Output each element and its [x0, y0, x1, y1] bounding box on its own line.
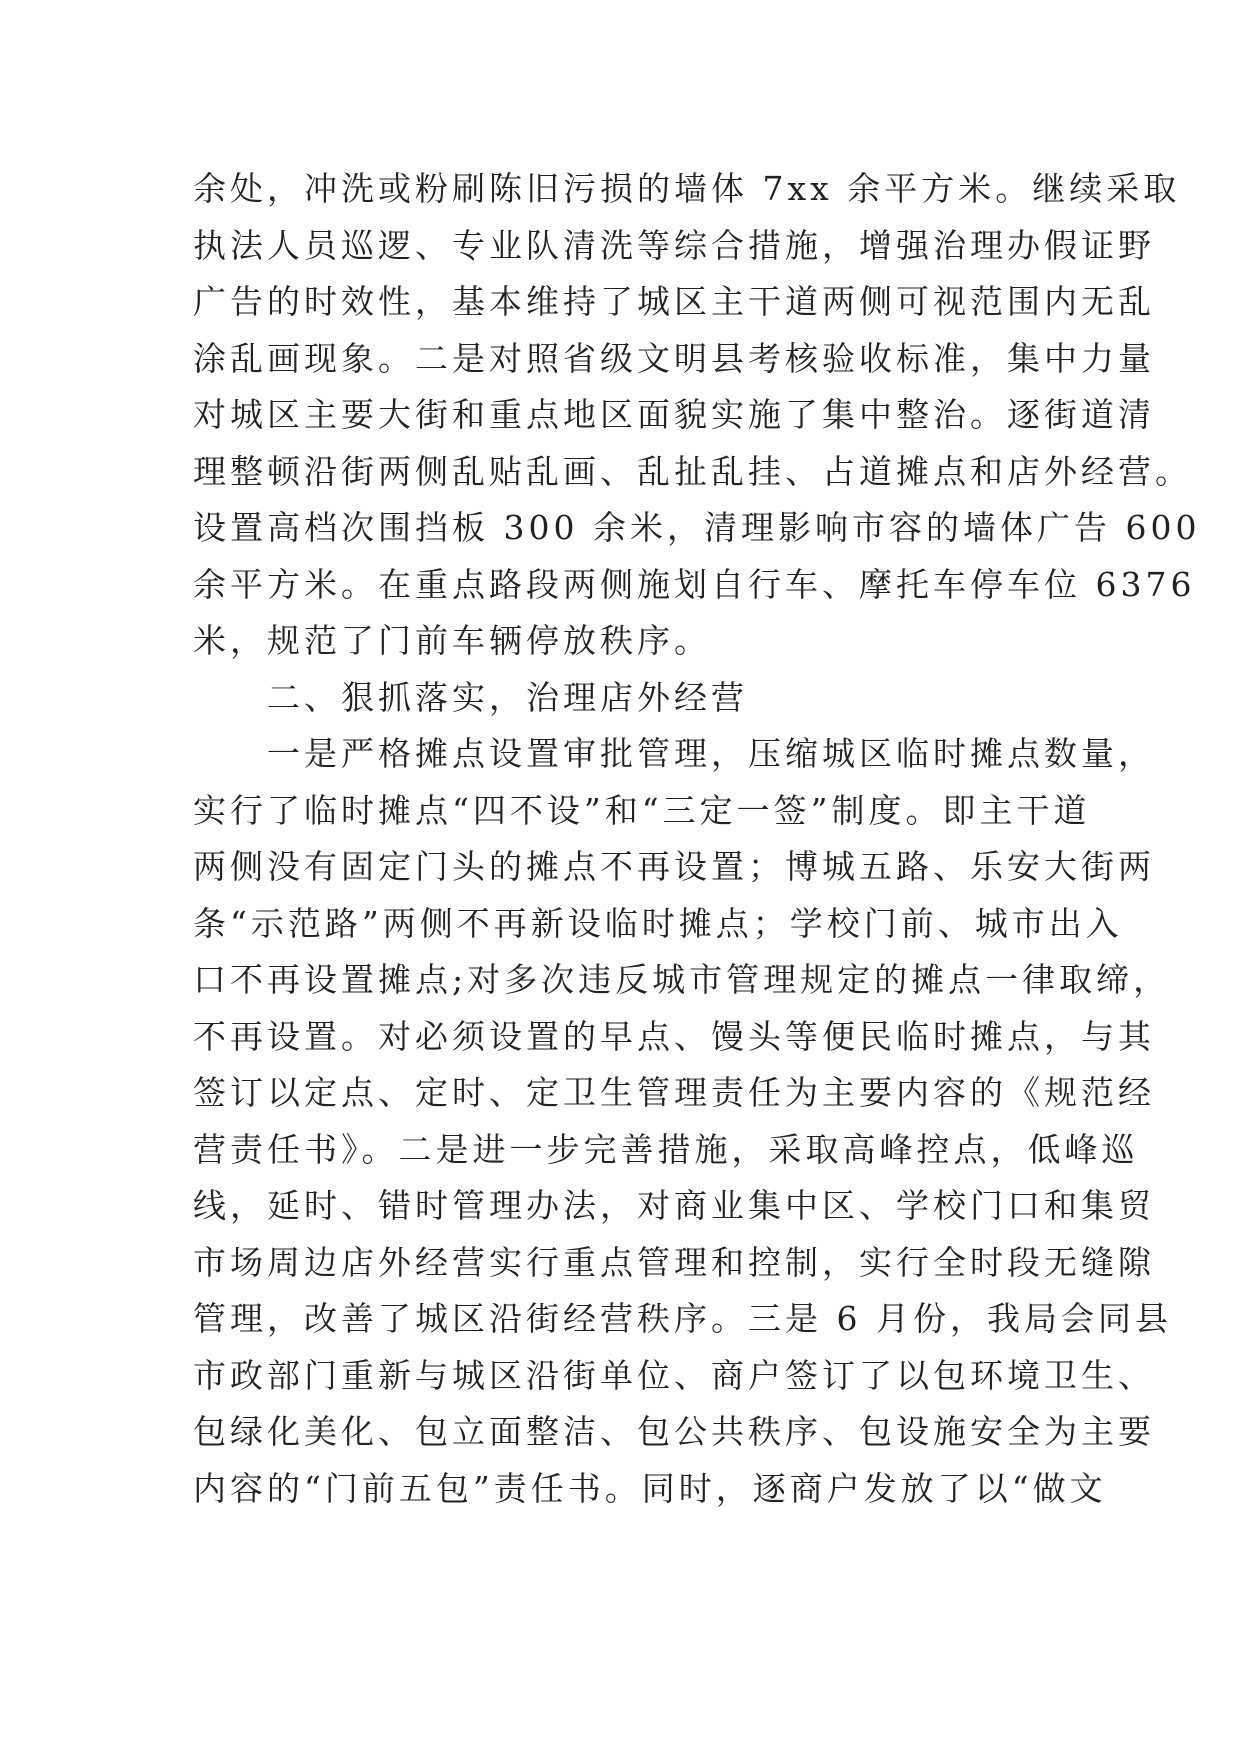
paragraph-line: 内容的“门前五包”责任书。同时，逐商户发放了以“做文 [193, 1468, 1107, 1508]
paragraph-line: 管理，改善了城区沿街经营秩序。三是 6 月份，我局会同县 [193, 1299, 1172, 1338]
paragraph-line: 口不再设置摊点;对多次违反城市管理规定的摊点一律取缔， [193, 960, 1171, 999]
paragraph-line: 执法人员巡逻、专业队清洗等综合措施，增强治理办假证野 [193, 225, 1155, 265]
paragraph-line: 理整顿沿街两侧乱贴乱画、乱扯乱挂、占道摊点和店外经营。 [193, 451, 1192, 491]
paragraph-line: 广告的时效性，基本维持了城区主干道两侧可视范围内无乱 [193, 282, 1155, 321]
paragraph-line: 营责任书》。二是进一步完善措施，采取高峰控点，低峰巡 [193, 1129, 1139, 1169]
paragraph-line: 设置高档次围挡板 300 余米，清理影响市容的墙体广告 600 [193, 508, 1201, 547]
paragraph-line: 条“示范路”两侧不再新设临时摊点；学校门前、城市出入 [193, 903, 1123, 943]
paragraph-line: 包绿化美化、包立面整洁、包公共秩序、包设施安全为主要 [193, 1412, 1155, 1451]
paragraph-line: 余处，冲洗或粉刷陈旧污损的墙体 7xx 余平方米。继续采取 [193, 169, 1181, 208]
paragraph-line: 线，延时、错时管理办法，对商业集中区、学校门口和集贸 [193, 1186, 1155, 1225]
body-text [193, 161, 1201, 1517]
paragraph-line: 米，规范了门前车辆停放秩序。 [193, 621, 711, 660]
paragraph-line: 对城区主要大街和重点地区面貌实施了集中整治。逐街道清 [193, 395, 1155, 434]
paragraph-line: 涂乱画现象。二是对照省级文明县考核验收标准，集中力量 [193, 338, 1155, 378]
section-heading: 二、狠抓落实，治理店外经营 [193, 677, 748, 717]
paragraph-line: 一是严格摊点设置审批管理，压缩城区临时摊点数量， [193, 734, 1155, 773]
paragraph-line: 不再设置。对必须设置的早点、馒头等便民临时摊点，与其 [193, 1016, 1155, 1056]
paragraph-line: 市政部门重新与城区沿街单位、商户签订了以包环境卫生、 [193, 1355, 1155, 1395]
paragraph-line: 余平方米。在重点路段两侧施划自行车、摩托车停车位 6376 [193, 564, 1196, 604]
paragraph-line: 市场周边店外经营实行重点管理和控制，实行全时段无缝隙 [193, 1242, 1155, 1282]
paragraph-line: 签订以定点、定时、定卫生管理责任为主要内容的《规范经 [193, 1073, 1155, 1112]
paragraph-line: 实行了临时摊点“四不设”和“三定一签”制度。即主干道 [193, 790, 1091, 830]
paragraph-line: 两侧没有固定门头的摊点不再设置；博城五路、乐安大街两 [193, 847, 1155, 886]
